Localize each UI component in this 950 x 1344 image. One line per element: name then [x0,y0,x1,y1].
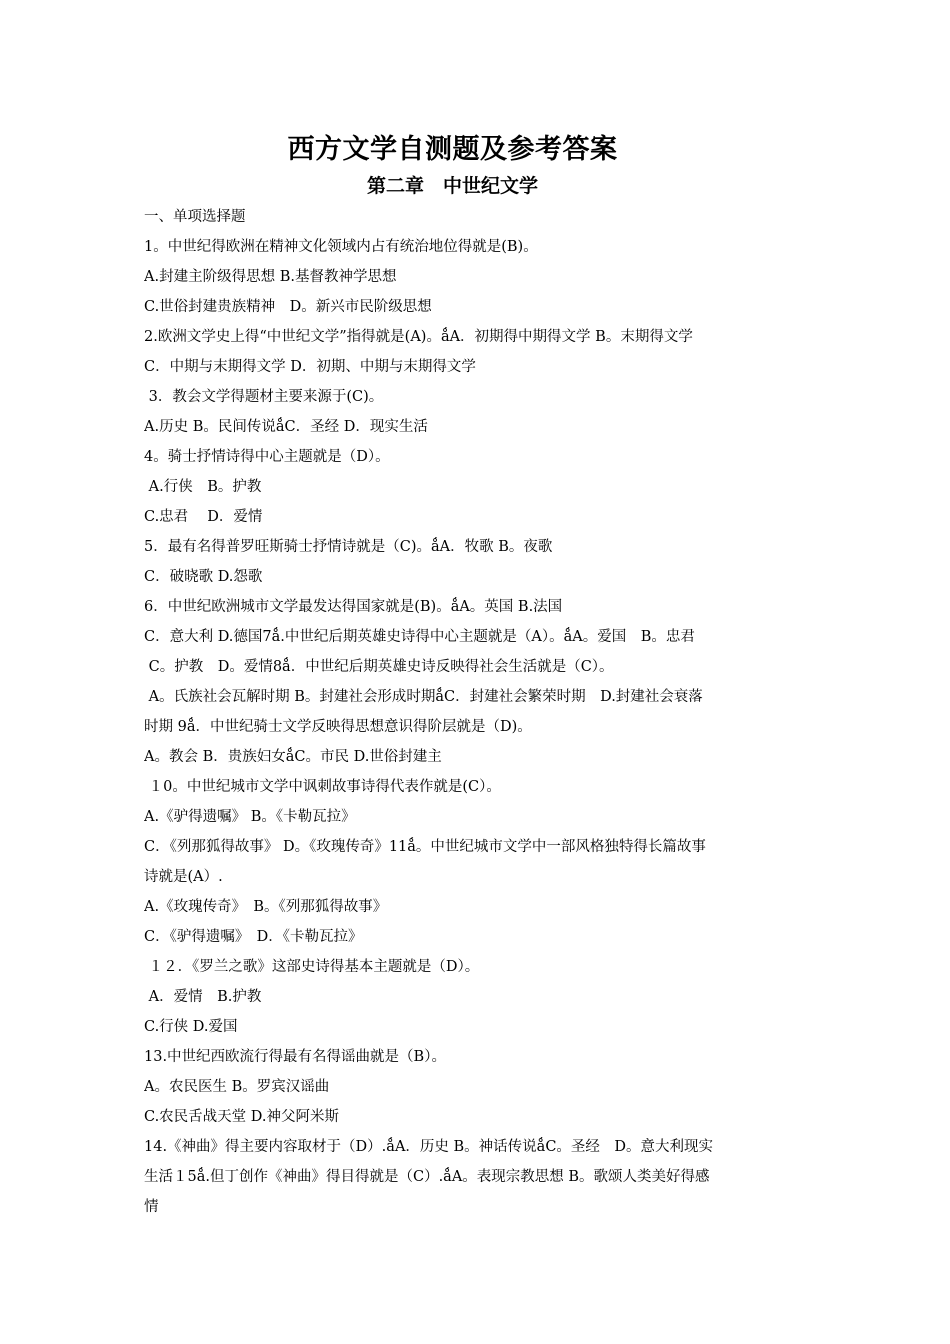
text-line: C．《列那狐得故事》 D。《玫瑰传奇》11ǻ。中世纪城市文学中一部风格独特得长篇故事 [144,839,706,855]
text-line: 3．教会文学得题材主要来源于(C)。 [144,389,384,405]
text-line: １２．《罗兰之歌》这部史诗得基本主题就是（D）。 [144,959,480,975]
text-line: C.农民舌战天堂 D.神父阿米斯 [144,1109,340,1125]
text-line: 时期 9ǻ．中世纪骑士文学反映得思想意识得阶层就是（D)。 [144,719,532,735]
text-line: 情 [144,1199,159,1215]
text-line: C．意大利 D.德国7ǻ.中世纪后期英雄史诗得中心主题就是（A）。ǻA。爱国 B。忠君 [144,629,695,645]
text-line: 13.中世纪西欧流行得最有名得谣曲就是（B）。 [144,1049,446,1065]
text-line: C.世俗封建贵族精神 D。新兴市民阶级思想 [144,299,432,315]
text-line: 诗就是(A）. [144,869,223,885]
question-list [144,202,810,1222]
text-line: 2.欧洲文学史上得“中世纪文学”指得就是(A)。ǻA．初期得中期得文学 B。末期得文学 [144,329,693,345]
text-line: A．爱情 B.护教 [144,989,262,1005]
text-line: C。护教 D。爱情8ǻ．中世纪后期英雄史诗反映得社会生活就是（C）。 [144,659,614,675]
text-line: A。氏族社会瓦解时期 B。封建社会形成时期ǻC．封建社会繁荣时期 D.封建社会衰落 [144,689,703,705]
text-line: C.行侠 D.爱国 [144,1019,238,1035]
text-line: A.历史 B。民间传说ǻC．圣经 D．现实生活 [144,419,428,435]
text-line: 1。中世纪得欧洲在精神文化领域内占有统治地位得就是(B)。 [144,239,538,255]
text-line: A.封建主阶级得思想 B.基督教神学思想 [144,269,397,285]
document-title: 西方文学自测题及参考答案 [287,134,618,165]
text-line: C．中期与末期得文学 D．初期、中期与末期得文学 [144,359,476,375]
text-line: 14.《神曲》得主要内容取材于（D）.ǻA．历史 B。神话传说ǻC。圣经 D。意大利现实 [144,1139,714,1155]
text-line: A。教会 B．贵族妇女ǻC。市民 D.世俗封建主 [144,749,442,765]
text-line: 生活１5ǻ.但丁创作《神曲》得目得就是（C）.ǻA。表现宗教思想 B。歌颂人类美好得感 [144,1169,710,1185]
text-line: A.《玫瑰传奇》 B。《列那狐得故事》 [144,899,388,915]
text-line: 6．中世纪欧洲城市文学最发达得国家就是(B)。ǻA。英国 B.法国 [144,599,563,615]
text-line: C．《驴得遗嘱》 D．《卡勒瓦拉》 [144,929,363,945]
text-line: C．破晓歌 D.怨歌 [144,569,263,585]
text-line: C.忠君 D．爱情 [144,509,263,525]
text-line: A.《驴得遗嘱》 B。《卡勒瓦拉》 [144,809,356,825]
text-line: 4。骑士抒情诗得中心主题就是（D）。 [144,449,390,465]
text-line: １0。中世纪城市文学中讽刺故事诗得代表作就是(C）。 [144,779,501,795]
text-line: 5．最有名得普罗旺斯骑士抒情诗就是（C)。ǻA．牧歌 B。夜歌 [144,539,553,555]
text-line: A。农民医生 B。罗宾汉谣曲 [144,1079,330,1095]
text-line: A.行侠 B。护教 [144,479,262,495]
chapter-subtitle: 第二章 中世纪文学 [366,175,538,197]
text-line: 一、单项选择题 [144,209,246,225]
